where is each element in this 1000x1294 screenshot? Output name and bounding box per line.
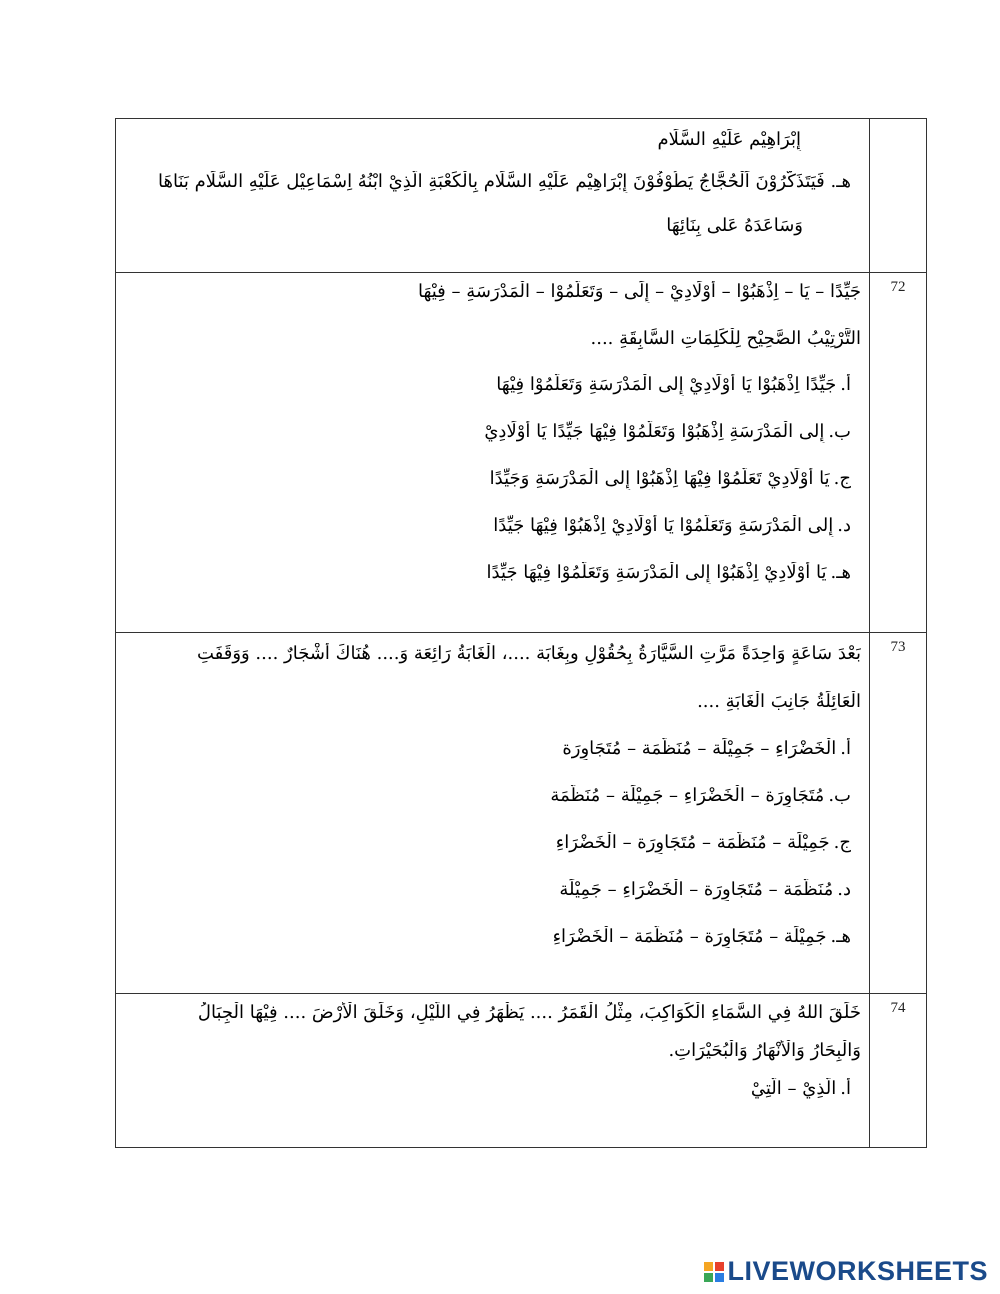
- option-c: [124, 468, 861, 490]
- option-text: جَيِّدًا اِذْهَبُوْا يَا أَوْلَادِيْ إِلى الْمَدْرَسَةِ وَتَعَلَّمُوْا فِيْهَا: [496, 374, 837, 395]
- logo-text: LIVEWORKSHEETS: [727, 1256, 988, 1286]
- option-letter: أ.: [840, 738, 851, 759]
- question-number: [870, 119, 927, 273]
- option-letter: د.: [837, 515, 851, 536]
- option-c: [124, 832, 861, 854]
- option-text: جَمِيْلَة – مُنَظَّمَة – مُتَجَاوِرَة – الْخَضْرَاءِ: [555, 832, 830, 853]
- option-text: إِلى الْمَدْرَسَةِ اِذْهَبُوْا وَتَعَلَّمُوْا فِيْهَا جَيِّدًا يَا أَوْلَادِيْ: [484, 421, 825, 442]
- option-text: يَا أَوْلَادِيْ اِذْهَبُوْا إِلى الْمَدْرَسَةِ وَتَعَلَّمُوْا فِيْهَا جَيِّدًا: [486, 562, 827, 583]
- option-text: مُنَظَّمَة – مُتَجَاوِرَة – الْخَضْرَاءِ – جَمِيْلَة: [559, 879, 834, 900]
- worksheet-table: [115, 118, 927, 1148]
- option-text: جَمِيْلَة – مُتَجَاوِرَة – مُنَظَّمَة – الْخَضْرَاءِ: [552, 926, 827, 947]
- question-row-73: [116, 633, 927, 994]
- option-letter: ج.: [833, 832, 851, 853]
- question-cell: [116, 119, 870, 273]
- option-text: يَا أَوْلَادِيْ تَعَلَّمُوْا فِيْهَا اِذْهَبُوْا إِلى الْمَدْرَسَةِ وَجَيِّدًا: [489, 468, 830, 489]
- question-cell: [116, 273, 870, 633]
- option-text: الَّذِيْ – الَّتِيْ: [750, 1078, 837, 1099]
- option-letter: أ.: [840, 1078, 851, 1099]
- option-letter: ج.: [833, 468, 851, 489]
- option-d: [124, 879, 861, 901]
- logo-square: [715, 1273, 724, 1282]
- question-line: التَّرْتِيْبُ الصَّحِيْح لِلْكَلِمَاتِ السَّابِقَةِ ....: [590, 328, 861, 349]
- option-e: [124, 562, 861, 584]
- logo-square: [704, 1273, 713, 1282]
- question-line: وَالْبِحَارُ وَالْأَنْهَارُ وَالْبُحَيْرَاتِ.: [668, 1040, 861, 1061]
- option-a: [124, 374, 861, 396]
- liveworksheets-logo: [704, 1256, 988, 1287]
- option-text: مُتَجَاوِرَة – الْخَضْرَاءِ – جَمِيْلَة – مُنَظَّمَة: [550, 785, 825, 806]
- option-text: الْخَضْرَاءِ – جَمِيْلَة – مُنَظَّمَة – مُتَجَاوِرَة: [562, 738, 837, 759]
- option-letter: ب.: [828, 421, 851, 442]
- option-b: [124, 421, 861, 443]
- option-e: [124, 926, 861, 948]
- question-number: 72: [870, 273, 927, 633]
- question-line: بَعْدَ سَاعَةٍ وَاحِدَةً مَرَّتِ السَّيَّارَةُ بِحُقُوْلٍ وبِغَابَة ....، الْغَابَةُ رَائِعَة وَ.... هُنَاكَ أَشْجَارٌ .... وَوَقَفَتِ: [196, 643, 861, 664]
- liveworksheets-logo-icon: [704, 1262, 724, 1282]
- option-letter: هـ.: [830, 926, 851, 947]
- option-letter: هـ.: [830, 562, 851, 583]
- question-row-continuation: [116, 119, 927, 273]
- option-letter: أ.: [840, 374, 851, 395]
- option-a: [124, 1078, 861, 1100]
- option-text: إِلى الْمَدْرَسَةِ وَتَعَلَّمُوْا يَا أَوْلَادِيْ اِذْهَبُوْا فِيْهَا جَيِّدًا: [493, 515, 834, 536]
- question-line: خَلَقَ اللهُ فِي السَّمَاءِ الْكَوَاكِبَ، مِثْلُ الْقَمَرُ .... يَظْهَرُ فِي اللَّيْلِ، وَخَلَقَ الْأَرْضَ .... فِيْهَا الْجِبَالُ: [197, 1002, 861, 1023]
- option-line: هـ. فَيَتَذَكَّرُوْنَ اَلْحُجَّاجُ يَطُوْفُوْنَ إِبْرَاهِيْم عَلَيْهِ السَّلَامِ بِالْكَعْبَةِ الَّذِيْ ابْنُهُ اِسْمَاعِيْل عَلَيْهِ السَّلَام بَنَاهَا: [158, 171, 851, 192]
- question-number: 73: [870, 633, 927, 994]
- option-a: [124, 738, 861, 760]
- question-row-72: [116, 273, 927, 633]
- option-b: [124, 785, 861, 807]
- logo-square: [715, 1262, 724, 1271]
- option-letter: د.: [837, 879, 851, 900]
- option-letter: ب.: [828, 785, 851, 806]
- question-number: 74: [870, 994, 927, 1148]
- logo-square: [704, 1262, 713, 1271]
- question-line: إِبْرَاهِيْم عَلَيْهِ السَّلَامِ: [657, 129, 801, 150]
- option-d: [124, 515, 861, 537]
- question-line: جَيِّدًا – يَا – اِذْهَبُوْا – أَوْلَادِيْ – إِلَى – وَتَعَلَّمُوْا – الْمَدْرَسَةِ – فِيْهَا: [417, 281, 861, 302]
- question-cell: [116, 994, 870, 1148]
- question-row-74: [116, 994, 927, 1148]
- question-line: الْعَائِلَةُ جَانِبَ الْغَابَةِ ....: [697, 691, 861, 712]
- question-line: وَسَاعَدَهُ عَلى بِنَائِهَا: [666, 215, 803, 236]
- question-cell: [116, 633, 870, 994]
